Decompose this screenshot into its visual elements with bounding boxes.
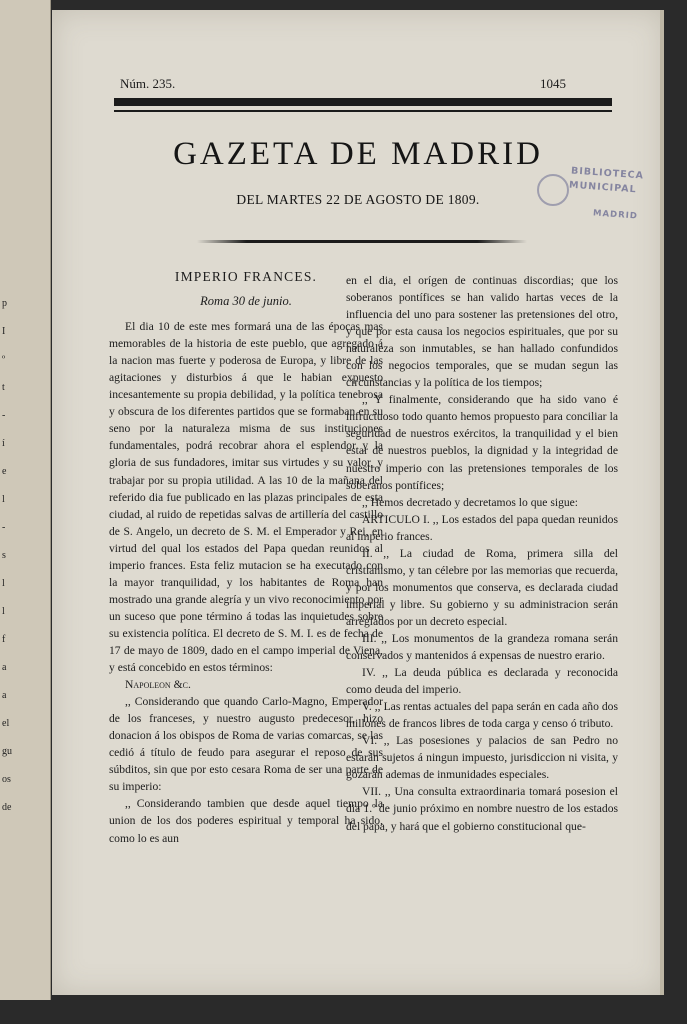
paragraph: Napoleon &c. <box>125 678 191 692</box>
facing-page-fragment: I <box>2 326 6 337</box>
article-paragraph: ARTICULO I. ,, Los estados del papa quedan reunidos al imperio frances. <box>346 512 618 543</box>
facing-page-fragment: f <box>2 634 6 645</box>
left-column <box>109 268 383 847</box>
page-edge <box>660 10 664 995</box>
facing-page-fragment: º <box>2 354 6 365</box>
paragraph: ,, Y finalmente, considerando que ha sido vano é infructuoso todo quanto hemos propuesto para conciliar la seguridad de nuestros exércitos, la tranquilidad y el bien estar de nuestros pueblos, la dignidad y la integridad de nuestro imperio con las pretensiones temporales de los soberanos pontífices; <box>346 393 618 492</box>
facing-page-fragment: gu <box>2 746 12 757</box>
facing-page-fragment: a <box>2 690 7 701</box>
article-paragraph: IV. ,, La deuda pública es declarada y reconocida como deuda del imperio. <box>346 666 618 697</box>
right-column <box>346 272 618 835</box>
facing-page-fragment: os <box>2 774 11 785</box>
article-paragraph: VII. ,, Una consulta extraordinaria tomará posesion el dia 1.º de junio próximo en nombre nuestro de los estados del papa, y hará que el gobierno constitucional que- <box>346 785 618 833</box>
masthead-date: DEL MARTES 22 DE AGOSTO DE 1809. <box>236 192 480 207</box>
facing-page-fragment: el <box>2 718 10 729</box>
facing-page-fragment: l <box>2 494 5 505</box>
masthead-title: GAZETA DE MADRID <box>173 136 543 172</box>
article-paragraph: II. ,, La ciudad de Roma, primera silla del cristianismo, y tan célebre por las memorias que recuerda, y por los monumentos que conserva, es declarada ciudad imperial y libre. Su gobierno y su administracion serán arreglados por un decreto especial. <box>346 546 618 628</box>
paragraph: ,, Hemos decretado y decretamos lo que sigue: <box>362 495 579 509</box>
seal-icon <box>537 174 569 206</box>
paragraph: ,, Considerando tambien que desde aquel tiempo la union de los dos poderes espiritual y temporal ha sido, como lo es aun <box>109 797 383 845</box>
header-rule-thick <box>114 98 612 106</box>
facing-page-fragment: í <box>2 438 5 449</box>
stamp-line-3: MADRID <box>592 208 639 222</box>
paragraph: ,, Considerando que quando Carlo-Magno, Emperador de los franceses, y nuestro augusto predecesor, hizo donacion á los obispos de Roma de varias comarcas, se las cedió á título de feudo para asegurar el reposo de sus súbditos, sin que por esto cesara Roma de ser una parte de su imperio: <box>109 695 383 794</box>
facing-page-fragment: p <box>2 298 7 309</box>
section-heading: IMPERIO FRANCES. <box>174 269 318 284</box>
header-rule-thin <box>114 110 612 112</box>
page-header <box>120 76 566 92</box>
facing-page-edge <box>0 0 51 1000</box>
library-stamp <box>537 160 672 235</box>
article-paragraph: III. ,, Los monumentos de la grandeza romana serán conservados y mantenidos á expensas de nuestro erario. <box>346 631 618 663</box>
facing-page-fragment: - <box>2 522 6 533</box>
facing-page-fragment: s <box>2 550 6 561</box>
facing-page-fragment: - <box>2 410 6 421</box>
facing-page-fragment: l <box>2 578 5 589</box>
page-number: 1045 <box>540 76 566 91</box>
article-paragraph: V. ,, Las rentas actuales del papa serán en cada año dos millones de francos libres de toda carga y censo ó tributo. <box>346 700 618 731</box>
facing-page-fragments <box>2 290 12 822</box>
article-paragraph: VI. ,, Las posesiones y palacios de san Pedro no estarán sujetos á ningun impuesto, jurisdiccion ni visita, y gozarán ademas de inmunidades especiales. <box>346 734 618 782</box>
facing-page-fragment: de <box>2 802 12 813</box>
facing-page-fragment: a <box>2 662 7 673</box>
paragraph: El dia 10 de este mes formará una de las épocas mas memorables de la historia de este pueblo, que agregado á la nacion mas fuerte y poderosa de Europa, y libre de las agitaciones y disturbios á que le habian expuesto incesantemente su propia debilidad, y la política tenebrosa y obscura de los diferentes partidos que se formaban en su seno por la naturaleza misma de sus instituciones fundamentales, podrá recobrar ahora el esplendor y la gloria de sus fundadores, imitar sus virtudes y su valor, y trabajar por su propia utilidad. A las 10 de la mañana del referido dia fue publicado en las plazas principales de esta ciudad, al ruido de repetidas salvas de artillería del castillo de S. Angelo, un decreto de S. M. el Emperador y Rei, en virtud del qual los estados del Papa quedan reunidos al imperio frances. Esta feliz mutacion se ha executado con la mayor tranquilidad, y los habitantes de Roma han mostrado una grande alegría y un vivo reconocimiento por un suceso que pone término á todas las inquietudes sobre su existencia política. El decreto de S. M. I. es de fecha de 17 de mayo de 1809, dado en el campo imperial de Viena, y está concebido en estos términos: <box>109 320 383 675</box>
paragraph: en el dia, el orígen de continuas discordias; que los soberanos pontífices se han valido hartas veces de la influencia del uno para sostener las pretensiones del otro, y que por esta causa los negocios espirituales, que por su naturaleza son inmutables, se han hallado confundidos con los negocios temporales, que se mudan segun las circunstancias y la política de los tiempos; <box>346 274 618 390</box>
stamp-line-2: MUNICIPAL <box>568 179 637 196</box>
stamp-line-1: BIBLIOTECA <box>570 165 645 182</box>
facing-page-fragment: e <box>2 466 7 477</box>
dateline: Roma 30 de junio. <box>200 294 292 309</box>
title-divider <box>197 240 527 243</box>
issue-number: Núm. 235. <box>120 76 176 91</box>
newspaper-page <box>52 10 664 995</box>
facing-page-fragment: t <box>2 382 5 393</box>
facing-page-fragment: l <box>2 606 5 617</box>
